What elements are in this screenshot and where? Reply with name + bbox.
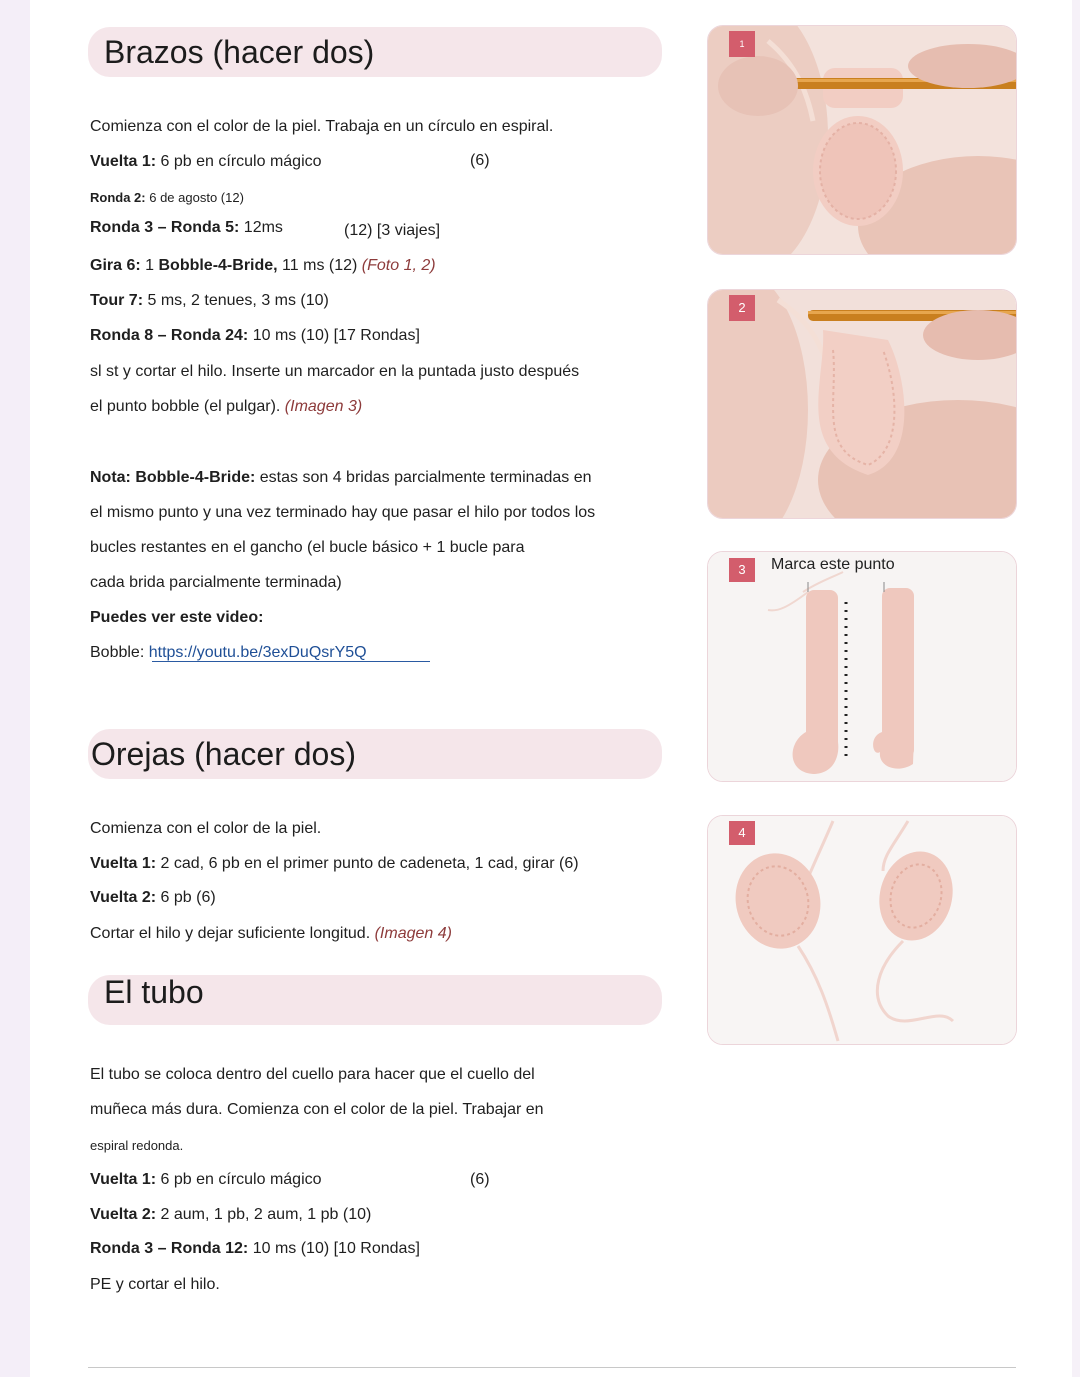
page-right-edge bbox=[1072, 0, 1080, 1377]
ears-row-1 bbox=[90, 855, 579, 873]
photo-1-badge: 1 bbox=[729, 31, 755, 57]
section-heading-ears bbox=[88, 729, 662, 779]
photo-4-badge: 4 bbox=[729, 821, 755, 845]
bobble-label: Bobble: bbox=[90, 644, 149, 661]
ears-finish bbox=[90, 925, 452, 943]
arms-row-6-text-b: 11 ms (12) bbox=[277, 257, 362, 274]
arms-row-7-text: 5 ms, 2 tenues, 3 ms (10) bbox=[143, 292, 329, 309]
tube-intro-1: El tubo se coloca dentro del cuello para hacer que el cuello del bbox=[90, 1066, 535, 1083]
arms-row-8-text: 10 ms (10) [17 Rondas] bbox=[248, 327, 420, 344]
tube-intro-3: espiral redonda. bbox=[90, 1138, 184, 1153]
ears-finish-ref: (Imagen 4) bbox=[374, 925, 452, 942]
photo-3-badge: 3 bbox=[729, 558, 755, 582]
page-left-edge bbox=[0, 0, 30, 1377]
photo-4 bbox=[707, 815, 1017, 1045]
tube-row-2 bbox=[90, 1206, 371, 1224]
section-heading-tube bbox=[88, 975, 662, 1025]
arms-row-3-count: (12) [3 viajes] bbox=[344, 222, 441, 239]
bobble-video-link[interactable]: https://youtu.be/3exDuQsrY5Q bbox=[148, 644, 367, 661]
photo-3 bbox=[707, 551, 1017, 782]
arms-row-6-text-a: 1 bbox=[140, 257, 159, 274]
note-line-3: bucles restantes en el gancho (el bucle básico + 1 bucle para bbox=[90, 539, 525, 556]
arms-row-8 bbox=[90, 327, 420, 345]
arms-row-2 bbox=[90, 190, 244, 205]
arms-row-7-label: Tour 7: bbox=[90, 292, 144, 309]
arms-row-2-label: Ronda 2: bbox=[90, 190, 146, 205]
arms-row-1-count: (6) bbox=[470, 152, 490, 169]
arms-row-2-text: 6 de agosto (12) bbox=[145, 190, 244, 205]
note-line-4: cada brida parcialmente terminada) bbox=[90, 574, 342, 591]
ears-row-1-text: 2 cad, 6 pb en el primer punto de cadeneta, 1 cad, girar (6) bbox=[156, 855, 579, 872]
note-line-1 bbox=[90, 469, 592, 487]
tube-row-1-label: Vuelta 1: bbox=[90, 1171, 157, 1188]
heading-ears-text: Orejas (hacer dos) bbox=[91, 736, 356, 772]
bobble-line bbox=[90, 644, 367, 662]
arms-finish-ref: (Imagen 3) bbox=[284, 398, 363, 415]
tube-row-1-count: (6) bbox=[470, 1171, 490, 1188]
arms-row-7 bbox=[90, 292, 329, 310]
tube-row-3-text: 10 ms (10) [10 Rondas] bbox=[248, 1240, 420, 1257]
tube-intro-2: muñeca más dura. Comienza con el color de la piel. Trabajar en bbox=[90, 1101, 544, 1118]
tube-row-2-label: Vuelta 2: bbox=[90, 1206, 157, 1223]
arms-row-6-label: Gira 6: bbox=[90, 257, 141, 274]
heading-arms-text: Brazos (hacer dos) bbox=[104, 34, 375, 70]
tube-row-1 bbox=[90, 1171, 322, 1189]
tube-row-2-text: 2 aum, 1 pb, 2 aum, 1 pb (10) bbox=[156, 1206, 372, 1223]
photo-2-badge: 2 bbox=[729, 295, 755, 321]
arms-row-6 bbox=[90, 257, 436, 275]
heading-tube-text: El tubo bbox=[104, 974, 204, 1010]
arms-finish-2 bbox=[90, 398, 362, 416]
arms-intro: Comienza con el color de la piel. Trabaja en un círculo en espiral. bbox=[90, 118, 554, 135]
photo-2 bbox=[707, 289, 1017, 519]
arms-row-3-text: 12ms bbox=[239, 219, 283, 236]
ears-row-2 bbox=[90, 889, 216, 907]
arms-row-8-label: Ronda 8 – Ronda 24: bbox=[90, 327, 249, 344]
arms-row-3-label: Ronda 3 – Ronda 5: bbox=[90, 219, 240, 236]
video-label: Puedes ver este video: bbox=[90, 609, 264, 626]
ears-row-2-text: 6 pb (6) bbox=[156, 889, 216, 906]
link-underline bbox=[152, 661, 430, 662]
section-heading-arms bbox=[88, 27, 662, 77]
ears-row-2-label: Vuelta 2: bbox=[90, 889, 157, 906]
arms-row-1-label: Vuelta 1: bbox=[90, 153, 157, 170]
arms-row-1 bbox=[90, 153, 322, 171]
arms-row-1-text: 6 pb en círculo mágico bbox=[156, 153, 322, 170]
bottom-divider bbox=[88, 1367, 1016, 1368]
arms-finish-1: sl st y cortar el hilo. Inserte un marcador en la puntada justo después bbox=[90, 363, 580, 380]
photo-1 bbox=[707, 25, 1017, 255]
tube-row-1-text: 6 pb en círculo mágico bbox=[156, 1171, 322, 1188]
note-label: Nota: Bobble-4-Bride: bbox=[90, 469, 256, 486]
photo-3-caption: Marca este punto bbox=[771, 556, 895, 573]
ears-finish-text: Cortar el hilo y dejar suficiente longitud. bbox=[90, 925, 375, 942]
tube-row-3 bbox=[90, 1240, 420, 1258]
note-line-2: el mismo punto y una vez terminado hay que pasar el hilo por todos los bbox=[90, 504, 596, 521]
tube-finish: PE y cortar el hilo. bbox=[90, 1276, 220, 1293]
arms-row-3 bbox=[90, 219, 283, 237]
ears-intro: Comienza con el color de la piel. bbox=[90, 820, 322, 837]
note-text-1: estas son 4 bridas parcialmente terminadas en bbox=[255, 469, 592, 486]
ears-row-1-label: Vuelta 1: bbox=[90, 855, 157, 872]
arms-finish-2-text: el punto bobble (el pulgar). bbox=[90, 398, 285, 415]
arms-row-6-ref: (Foto 1, 2) bbox=[361, 257, 436, 274]
tube-row-3-label: Ronda 3 – Ronda 12: bbox=[90, 1240, 249, 1257]
arms-row-6-bobble: Bobble-4-Bride, bbox=[158, 257, 278, 274]
